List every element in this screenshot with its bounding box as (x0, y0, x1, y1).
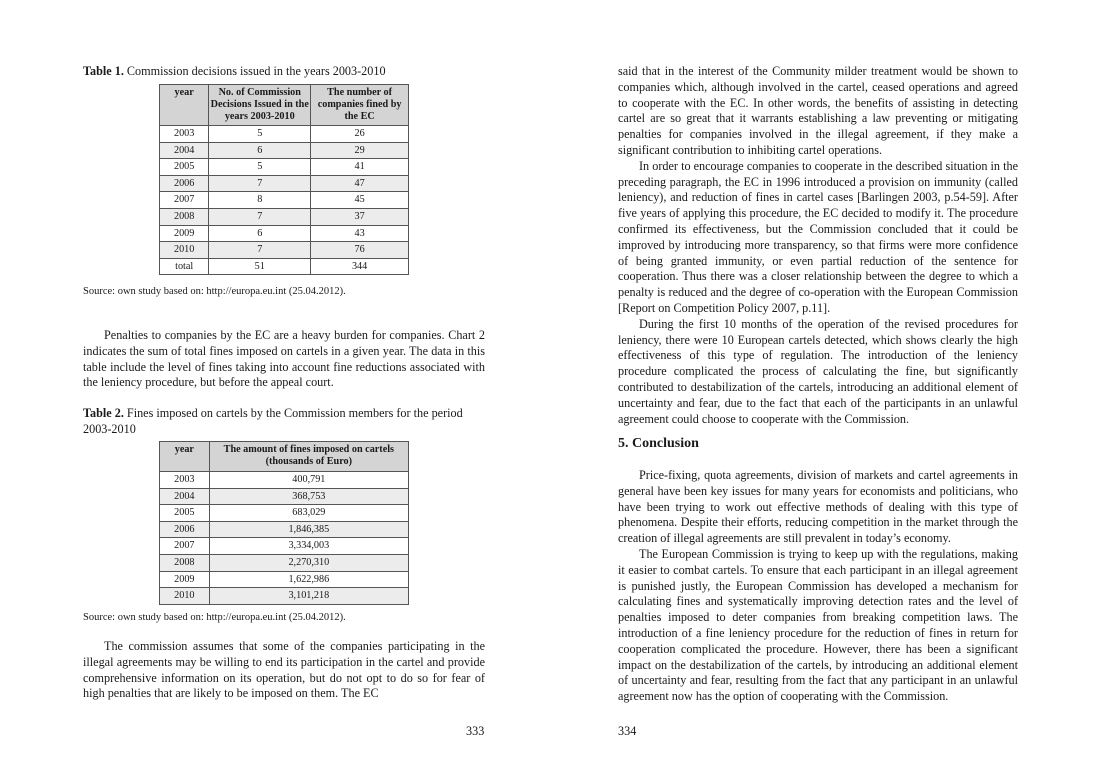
table2-cell: 683,029 (209, 505, 408, 522)
table1-cell: 2004 (160, 142, 209, 159)
table1-cell: 2009 (160, 225, 209, 242)
table-row (160, 258, 409, 275)
table-row (160, 192, 409, 209)
table2-cell: 1,846,385 (209, 521, 408, 538)
table1-cell: 37 (311, 208, 409, 225)
right-paragraph-1: said that in the interest of the Community milder treatment would be shown to companies which, although involved in the cartel, ceased operations and agreed to cooperate with the EC. In other words, the benefits of assisting in detecting cartel are so great that it warrants establishing a law preventing or mitigating penalties for companies involved in the illegal agreement, if they make a significant contribution to inhibiting cartel operations. (618, 64, 1018, 157)
table2-source: Source: own study based on: http://europa.eu.int (25.04.2012). (83, 612, 346, 623)
table1-cell: 5 (209, 159, 311, 176)
table-row (160, 472, 409, 489)
table2-cell: 3,334,003 (209, 538, 408, 555)
table1-cell: 45 (311, 192, 409, 209)
table1-cell: 2006 (160, 175, 209, 192)
right-paragraph-2: In order to encourage companies to cooperate in the described situation in the preceding paragraph, the EC in 1996 introduced a provision on immunity (called leniency), and reduction of fines in cartel cases [Barlingen 2003, p.54-59]. After five years of applying this procedure, the EC decided to modify it. The procedure confirmed its effectiveness, but the Commission concluded that it could be improved by introducing more transparency, so that firms were more confidence of being granted immunity, or even partial reduction of the sentence for cooperation. Thus there was a closer relationship between the degree to which a penalty is reduced and the degree of co-operation with the European Commission [Report on Competition Policy 2007, p.11]. (618, 158, 1018, 315)
table2-cell: 2009 (160, 571, 210, 588)
table2-caption-text: Fines imposed on cartels by the Commission members for the period 2003-2010 (83, 406, 463, 436)
table-row (160, 208, 409, 225)
table2-header-row (160, 442, 409, 472)
left-paragraph-2: The commission assumes that some of the companies participating in the illegal agreements may be willing to end its participation in the cartel and provide comprehensive information on its operation, but do not opt to do so for fear of high penalties that are likely to be imposed on them. The EC (83, 639, 485, 701)
table2-cell: 2004 (160, 488, 210, 505)
table1-source: Source: own study based on: http://europa.eu.int (25.04.2012). (83, 286, 346, 297)
table-row (160, 142, 409, 159)
table1-cell: 29 (311, 142, 409, 159)
table1-caption (83, 64, 485, 80)
table2-cell: 2,270,310 (209, 554, 408, 571)
table-row (160, 554, 409, 571)
right-paragraph-5: The European Commission is trying to keep up with the regulations, making it easier to combat cartels. To ensure that each participant in an illegal agreement is punished justly, the European Commission has developed a mechanism for calculating fines and systematically improving detection rates and the level of penalties imposed to deter companies from breaking competition laws. The introduction of a fine leniency procedure for the reduction of fines in return for cooperation complicated the procedure. However, there has been a significant impact on the destabilization of the cartels, by introducing an additional element of uncertainty and fear, resulting from the fact that any participant in an unlawful agreement now has the option of cooperating with the Commission. (618, 546, 1018, 704)
table2-cell: 368,753 (209, 488, 408, 505)
table2-caption (83, 406, 485, 437)
table-row (160, 175, 409, 192)
table1-cell: 344 (311, 258, 409, 275)
table1-cell: 7 (209, 242, 311, 259)
table2 (159, 441, 409, 605)
table2-header-amount: The amount of fines imposed on cartels (thousands of Euro) (209, 442, 408, 472)
table-row (160, 159, 409, 176)
table-row (160, 571, 409, 588)
table1-cell: 7 (209, 175, 311, 192)
table2-cell: 2008 (160, 554, 210, 571)
page-number-right: 334 (618, 724, 637, 738)
table2-header-year: year (160, 442, 210, 472)
table1-header-year: year (160, 85, 209, 126)
left-paragraph-1: Penalties to companies by the EC are a heavy burden for companies. Chart 2 indicates the sum of total fines imposed on cartels in a given year. The data in this table include the level of fines taking into account fine reductions associated with the leniency procedure, but before the appeal court. (83, 328, 485, 390)
table1-cell: 5 (209, 126, 311, 143)
table2-cell: 2006 (160, 521, 210, 538)
table1-caption-label: Table 1. (83, 64, 124, 78)
right-text-block-bottom (618, 468, 1018, 705)
table1-cell: 51 (209, 258, 311, 275)
table2-cell: 2007 (160, 538, 210, 555)
table1-cell: 6 (209, 142, 311, 159)
table1-cell: 43 (311, 225, 409, 242)
table-row (160, 538, 409, 555)
table1-cell: 7 (209, 208, 311, 225)
table1-cell: 26 (311, 126, 409, 143)
table-row (160, 126, 409, 143)
right-paragraph-4: Price-fixing, quota agreements, division of markets and cartel agreements in general have been key issues for many years for economists and politicians, who have been trying to work out effective methods of dealing with this type of phenomena. Despite their efforts, reducing competition in the market through the creation of illegal agreements are still prevalent in today’s economy. (618, 468, 1018, 546)
table2-cell: 3,101,218 (209, 588, 408, 605)
table1-cell: 2005 (160, 159, 209, 176)
right-text-block-top (618, 64, 1018, 427)
table1-cell: total (160, 258, 209, 275)
table2-cell: 2005 (160, 505, 210, 522)
table-row (160, 588, 409, 605)
table2-cell: 400,791 (209, 472, 408, 489)
table1-caption-text: Commission decisions issued in the years 2003-2010 (123, 64, 386, 78)
table1-cell: 2008 (160, 208, 209, 225)
table1-cell: 2003 (160, 126, 209, 143)
table1 (159, 84, 409, 275)
table2-cell: 1,622,986 (209, 571, 408, 588)
conclusion-heading: 5. Conclusion (618, 436, 699, 451)
table1-header-row (160, 85, 409, 126)
right-paragraph-3: During the first 10 months of the operation of the revised procedures for leniency, there were 10 European cartels detected, which shows clearly the high effectiveness of this type of regulation. The introduction of the leniency procedure complicated the process of calculating the fine, but significantly contributed to destabilization of the cartels, introducing an additional element of uncertainty and fear, due to the fact that each of the participants in an unlawful agreement could choose to cooperate with the Commission. (618, 316, 1018, 426)
table-row (160, 225, 409, 242)
table1-header-companies: The number of companies fined by the EC (311, 85, 409, 126)
table-row (160, 505, 409, 522)
table1-cell: 47 (311, 175, 409, 192)
table2-caption-label: Table 2. (83, 406, 124, 420)
table1-cell: 41 (311, 159, 409, 176)
page-number-left: 333 (466, 724, 485, 738)
table1-cell: 6 (209, 225, 311, 242)
table-row (160, 521, 409, 538)
table-row (160, 488, 409, 505)
table1-cell: 8 (209, 192, 311, 209)
table2-cell: 2003 (160, 472, 210, 489)
table1-cell: 2007 (160, 192, 209, 209)
table2-cell: 2010 (160, 588, 210, 605)
table1-cell: 76 (311, 242, 409, 259)
table-row (160, 242, 409, 259)
right-page (550, 0, 1100, 783)
table1-header-decisions: No. of Commission Decisions Issued in the years 2003-2010 (209, 85, 311, 126)
table1-cell: 2010 (160, 242, 209, 259)
